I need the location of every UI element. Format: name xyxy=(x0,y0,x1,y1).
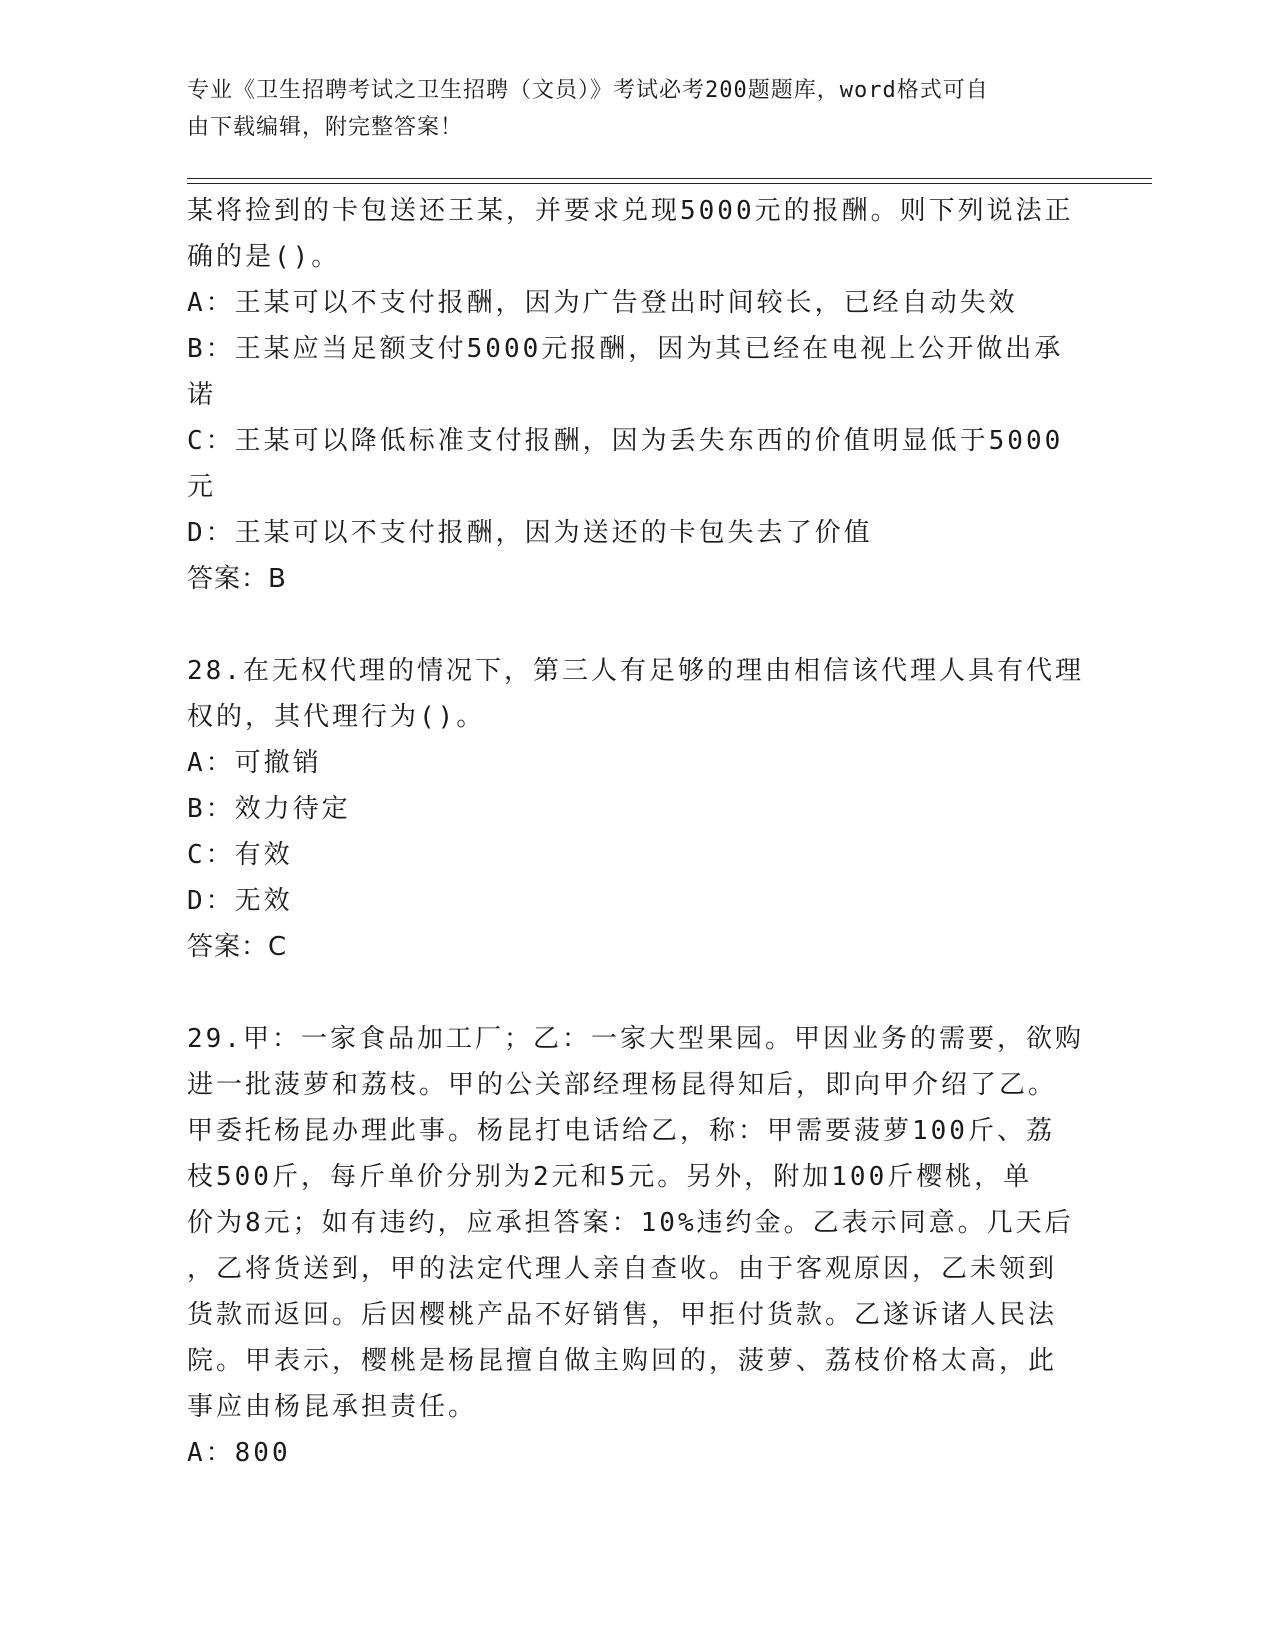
option-a: A：王某可以不支付报酬，因为广告登出时间较长，已经自动失效 xyxy=(187,288,1018,318)
option-a: A：可撤销 xyxy=(187,748,322,778)
document-body xyxy=(187,188,1087,1476)
question-stem-line: 某将捡到的卡包送还王某，并要求兑现5000元的报酬。则下列说法正 xyxy=(187,196,1074,226)
question-stem-line: 价为8元；如有违约，应承担答案：10%违约金。乙表示同意。几天后 xyxy=(187,1208,1074,1238)
header-divider-bottom xyxy=(187,183,1152,184)
option-b-continued: 诺 xyxy=(187,380,217,410)
option-b: B：王某应当足额支付5000元报酬，因为其已经在电视上公开做出承 xyxy=(187,334,1064,364)
question-stem-line: 进一批菠萝和荔枝。甲的公关部经理杨昆得知后，即向甲介绍了乙。 xyxy=(187,1070,1058,1100)
question-27 xyxy=(187,188,1087,602)
question-28 xyxy=(187,648,1087,970)
question-stem-line: 甲委托杨昆办理此事。杨昆打电话给乙，称：甲需要菠萝100斤、荔 xyxy=(187,1116,1055,1146)
option-d: D：无效 xyxy=(187,886,293,916)
question-spacer xyxy=(187,970,1087,1016)
question-stem-line: 权的，其代理行为()。 xyxy=(187,702,486,732)
answer-line: 答案：B xyxy=(187,564,287,594)
option-b: B：效力待定 xyxy=(187,794,351,824)
question-stem-line: 院。甲表示，樱桃是杨昆擅自做主购回的，菠萝、荔枝价格太高，此 xyxy=(187,1346,1058,1376)
question-stem-line: 确的是()。 xyxy=(187,242,341,272)
question-spacer xyxy=(187,602,1087,648)
header-title-line-2: 由下载编辑，附完整答案！ xyxy=(187,115,464,140)
question-stem-line: 枝500斤，每斤单价分别为2元和5元。另外，附加100斤樱桃，单 xyxy=(187,1162,1033,1192)
document-header xyxy=(187,72,1067,146)
answer-line: 答案：C xyxy=(187,932,288,962)
question-stem-line: ，乙将货送到，甲的法定代理人亲自查收。由于客观原因，乙未领到 xyxy=(187,1254,1058,1284)
question-stem-line: 货款而返回。后因樱桃产品不好销售，甲拒付货款。乙遂诉诸人民法 xyxy=(187,1300,1058,1330)
option-c-continued: 元 xyxy=(187,472,217,502)
option-d: D：王某可以不支付报酬，因为送还的卡包失去了价值 xyxy=(187,518,873,548)
header-title-line-1: 专业《卫生招聘考试之卫生招聘（文员）》考试必考200题题库，word格式可自 xyxy=(187,78,989,103)
header-divider-top xyxy=(187,178,1152,179)
option-c: C：王某可以降低标准支付报酬，因为丢失东西的价值明显低于5000 xyxy=(187,426,1064,456)
question-stem-line: 29.甲：一家食品加工厂；乙：一家大型果园。甲因业务的需要，欲购 xyxy=(187,1024,1084,1054)
question-stem-line: 28.在无权代理的情况下，第三人有足够的理由相信该代理人具有代理 xyxy=(187,656,1084,686)
option-a: A：800 xyxy=(187,1438,291,1468)
question-stem-line: 事应由杨昆承担责任。 xyxy=(187,1392,478,1422)
option-c: C：有效 xyxy=(187,840,293,870)
question-29 xyxy=(187,1016,1087,1476)
